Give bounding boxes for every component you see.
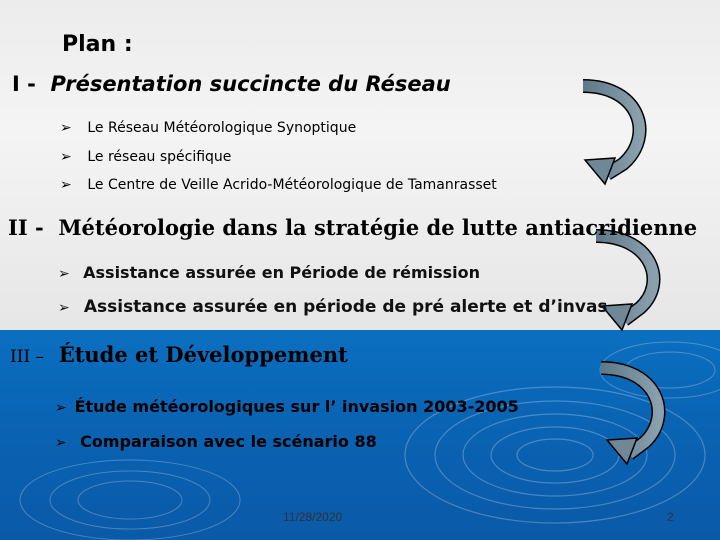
bullet-arrow-icon: ➢ — [60, 149, 72, 165]
curved-arrow-icon — [595, 360, 675, 468]
list-item-text: Comparaison avec le scénario 88 — [80, 432, 377, 451]
page-number: 2 — [667, 510, 674, 524]
list-item — [55, 432, 377, 451]
section-3-title: Étude et Développement — [58, 342, 348, 367]
slide-title: Plan : — [62, 32, 133, 57]
list-item-text: Le Réseau Météorologique Synoptique — [87, 120, 357, 136]
list-item — [60, 177, 497, 193]
section-2-title: Météorologie dans la stratégie de lutte antiacridienne — [58, 215, 698, 240]
footer-date: 11/28/2020 — [283, 510, 343, 524]
list-item-text: Le réseau spécifique — [87, 149, 232, 165]
list-item — [60, 149, 231, 165]
list-item-text: Étude météorologiques sur l’ invasion 2003-2005 — [74, 397, 519, 416]
section-2-number: II - — [8, 215, 44, 240]
list-item-text: Le Centre de Veille Acrido-Météorologique de Tamanrasset — [87, 177, 497, 193]
list-item — [58, 297, 608, 317]
bullet-arrow-icon: ➢ — [58, 266, 70, 282]
section-1-number: I - — [12, 72, 36, 96]
bullet-arrow-icon: ➢ — [60, 177, 72, 193]
section-1-heading — [12, 72, 451, 96]
section-2-heading — [8, 215, 697, 240]
curved-arrow-icon — [575, 76, 655, 186]
bullet-arrow-icon: ➢ — [60, 120, 72, 136]
list-item — [58, 263, 480, 282]
list-item — [55, 397, 519, 416]
section-3-heading — [10, 342, 348, 367]
curved-arrow-icon — [590, 228, 670, 333]
list-item-text: Assistance assurée en période de pré alerte et d’invas — [83, 297, 608, 317]
list-item-text: Assistance assurée en Période de rémission — [83, 263, 481, 282]
section-1-title: Présentation succincte du Réseau — [50, 72, 451, 96]
bullet-arrow-icon: ➢ — [55, 435, 67, 451]
bullet-arrow-icon: ➢ — [55, 400, 67, 416]
list-item — [60, 120, 356, 136]
bullet-arrow-icon: ➢ — [58, 300, 70, 316]
section-3-number: III – — [10, 347, 45, 367]
